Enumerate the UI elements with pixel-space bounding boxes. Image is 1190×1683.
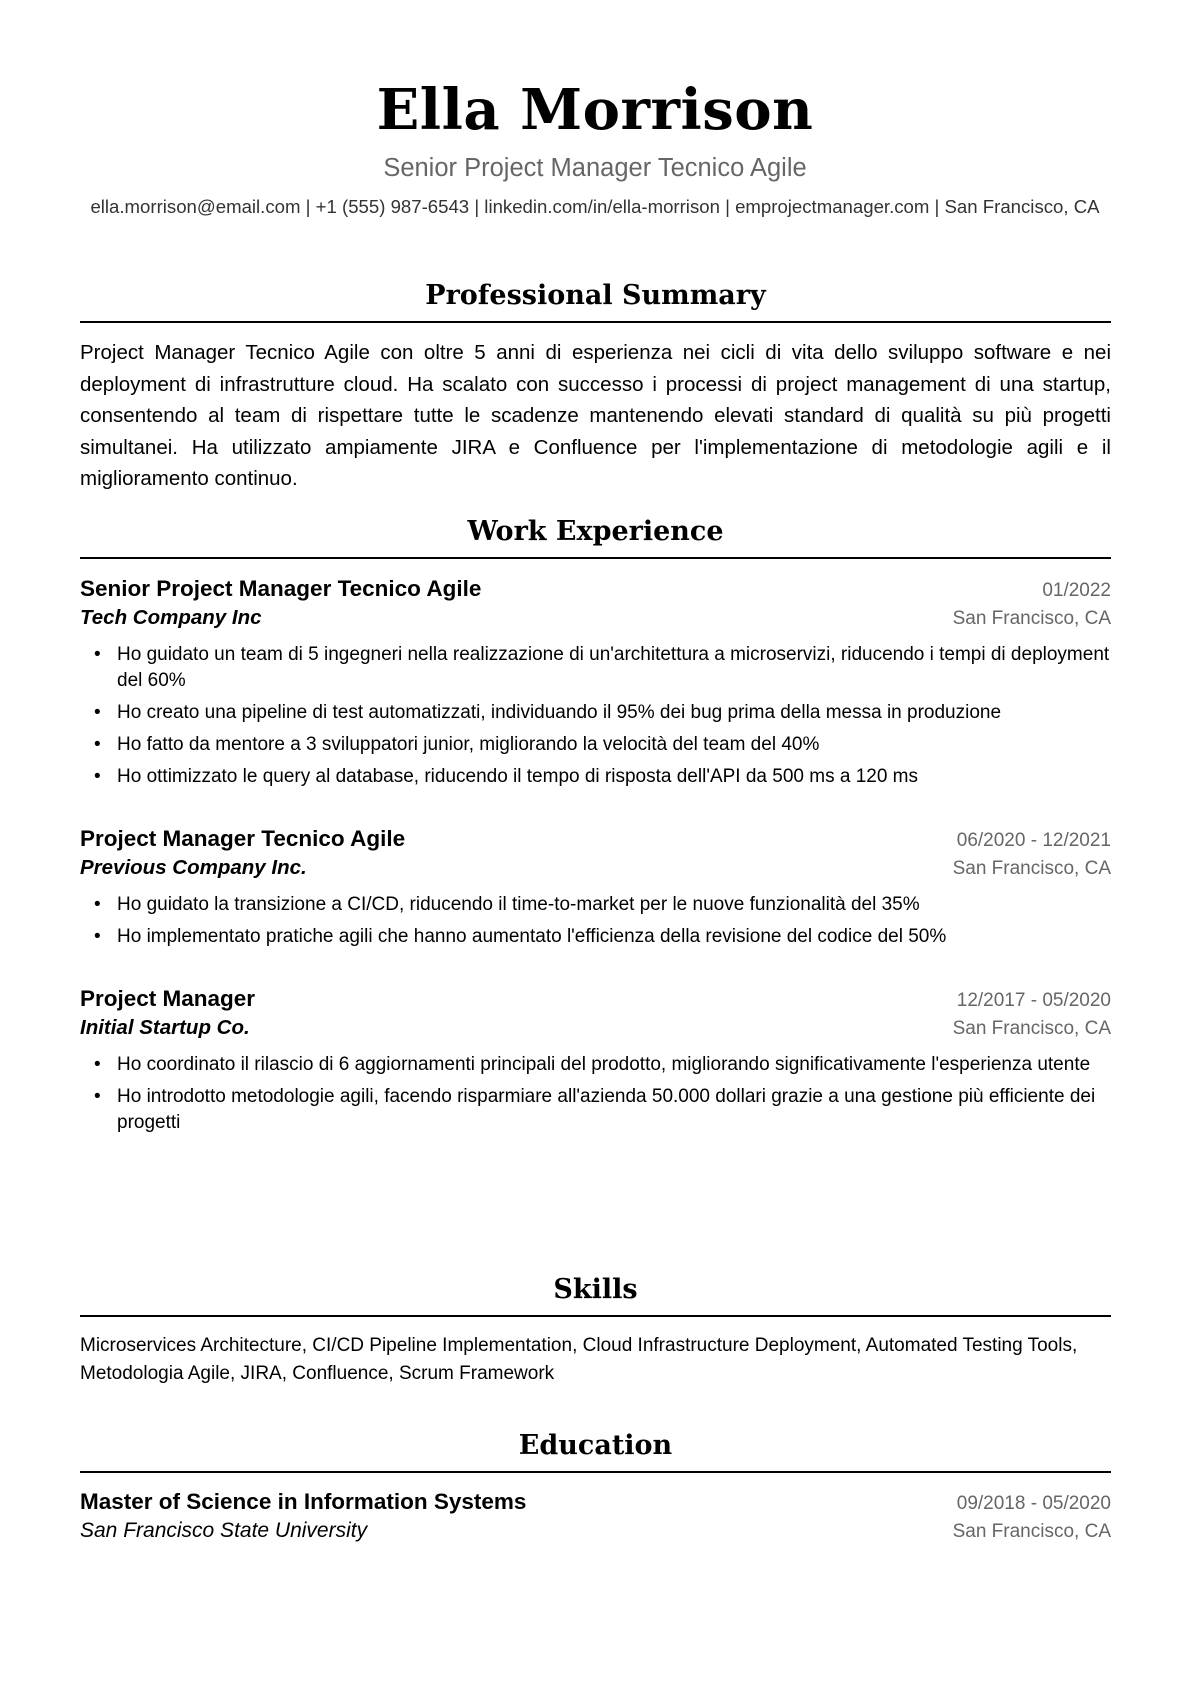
bullet-text: Ho ottimizzato le query al database, riducendo il tempo di risposta dell'API da 500 ms a 120 ms: [117, 765, 918, 787]
job-title: Senior Project Manager Tecnico Agile: [80, 576, 482, 601]
bullet-icon: •: [94, 733, 101, 755]
bullet-item: [80, 1052, 1111, 1078]
job-title: Project Manager Tecnico Agile: [80, 825, 406, 851]
job-location: San Francisco, CA: [952, 1018, 1111, 1040]
section-divider: [80, 1471, 1111, 1473]
job-date: 01/2022: [1042, 580, 1111, 601]
contact-line: ella.morrison@email.com | +1 (555) 987-6543 | linkedin.com/in/ella-morrison | emprojectmanager.com | San Francisco, CA: [90, 195, 1100, 217]
school-name: San Francisco State University: [80, 1519, 368, 1543]
bullet-text: Ho implementato pratiche agili che hanno aumentato l'efficienza della revisione del codice del 50%: [117, 925, 947, 947]
section-title-summary: Professional Summary: [425, 280, 766, 311]
bullet-icon: •: [94, 1085, 101, 1107]
degree-name: Master of Science in Information Systems: [80, 1489, 527, 1514]
education-section: [80, 1432, 1111, 1547]
bullet-text: Ho guidato la transizione a CI/CD, riducendo il time-to-market per le nuove funzionalità del 35%: [117, 893, 920, 915]
skills-text: Microservices Architecture, CI/CD Pipeline Implementation, Cloud Infrastructure Deployment, Automated Testing Tools, Metodologia Agile, JIRA, Confluence, Scrum Framework: [80, 1335, 1078, 1384]
education-location: San Francisco, CA: [952, 1521, 1111, 1543]
bullet-icon: •: [94, 1053, 101, 1075]
company-name: Previous Company Inc.: [80, 856, 307, 880]
job-entry: [80, 574, 1111, 790]
company-name: Tech Company Inc: [80, 606, 262, 630]
bullet-icon: •: [94, 643, 101, 665]
bullet-icon: •: [94, 765, 101, 787]
company-name: Initial Startup Co.: [80, 1016, 250, 1040]
bullet-icon: •: [94, 893, 101, 915]
bullet-item: [80, 732, 1111, 758]
bullet-item: [80, 892, 1111, 918]
job-title: Project Manager: [80, 985, 256, 1011]
bullet-item: [80, 642, 1111, 694]
job-date: 06/2020 - 12/2021: [956, 829, 1111, 851]
section-title-skills: Skills: [553, 1274, 638, 1305]
section-divider: [80, 557, 1111, 559]
resume-header: [80, 77, 1110, 217]
job-bullets: [80, 1052, 1111, 1136]
job-bullets: [80, 892, 1111, 950]
bullet-text: Ho creato una pipeline di test automatizzati, individuando il 95% dei bug prima della messa in produzione: [117, 701, 1002, 723]
skills-section: [80, 1276, 1111, 1388]
bullet-item: [80, 924, 1111, 950]
bullet-text: Ho coordinato il rilascio di 6 aggiornamenti principali del prodotto, migliorando significativamente l'esperienza utente: [117, 1053, 1091, 1075]
bullet-text: Ho introdotto metodologie agili, facendo risparmiare all'azienda 50.000 dollari grazie a una gestione più efficiente dei progetti: [117, 1085, 1096, 1133]
bullet-item: [80, 764, 1111, 790]
job-bullets: [80, 642, 1111, 790]
bullet-text: Ho fatto da mentore a 3 sviluppatori junior, migliorando la velocità del team del 40%: [117, 733, 820, 755]
bullet-text: Ho guidato un team di 5 ingegneri nella realizzazione di un'architettura a microservizi, riducendo i tempi di deployment del 60%: [117, 643, 1110, 691]
job-entry: [80, 984, 1111, 1136]
bullet-item: [80, 1084, 1111, 1136]
candidate-name: Ella Morrison: [376, 77, 814, 143]
section-title-experience: Work Experience: [467, 516, 724, 547]
section-title-education: Education: [518, 1430, 673, 1461]
job-location: San Francisco, CA: [952, 858, 1111, 880]
summary-section: [80, 282, 1111, 495]
experience-section: [80, 518, 1111, 1142]
candidate-subtitle: Senior Project Manager Tecnico Agile: [383, 154, 807, 182]
job-date: 12/2017 - 05/2020: [956, 989, 1111, 1011]
education-entry: [80, 1487, 1111, 1547]
section-divider: [80, 321, 1111, 323]
job-entry: [80, 824, 1111, 950]
bullet-icon: •: [94, 701, 101, 723]
bullet-icon: •: [94, 925, 101, 947]
summary-text: Project Manager Tecnico Agile con oltre 5 anni di esperienza nei cicli di vita dello sviluppo software e nei deployment di infrastrutture cloud. Ha scalato con successo i processi di project management di una startup, consentendo al team di rispettare tutte le scadenze mantenendo elevati standard di qualità su più progetti simultanei. Ha utilizzato ampiamente JIRA e Confluence per l'implementazione di metodologie agili e il miglioramento continuo.: [80, 341, 1111, 490]
job-location: San Francisco, CA: [952, 608, 1111, 630]
education-date: 09/2018 - 05/2020: [956, 1493, 1111, 1514]
section-divider: [80, 1315, 1111, 1317]
bullet-item: [80, 700, 1111, 726]
